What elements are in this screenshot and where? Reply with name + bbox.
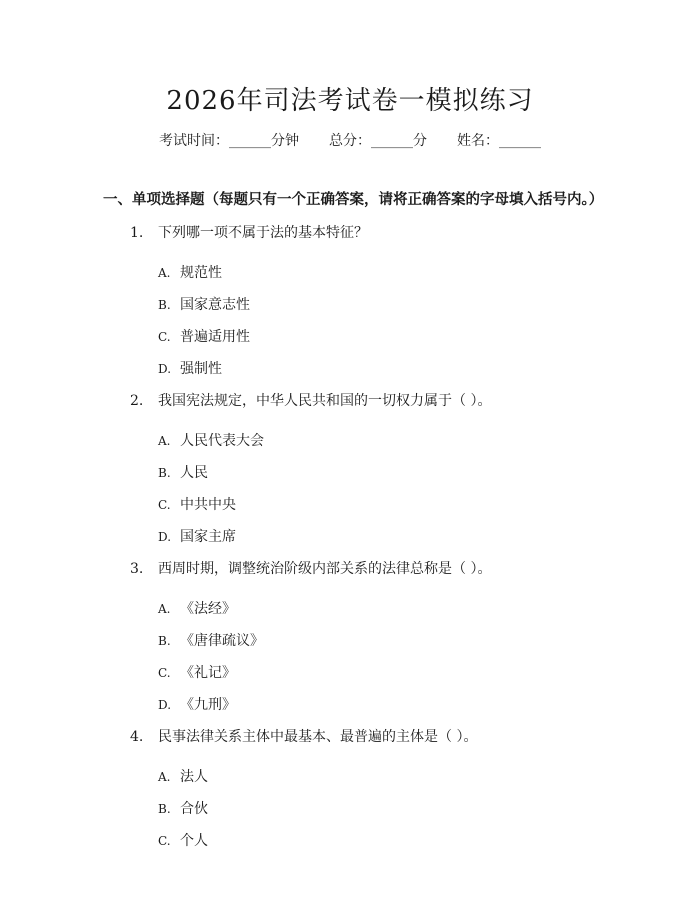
option-letter: D. [158,530,172,544]
question-text: 西周时期，调整统治阶级内部关系的法律总称是（ ）。 [158,561,492,577]
answer-option [0,462,700,494]
option-letter: B. [158,466,171,480]
option-text: 人民代表大会 [180,433,264,449]
option-letter: C. [158,666,171,680]
option-text: 法人 [180,769,208,785]
option-text: 《礼记》 [180,665,236,681]
option-text: 个人 [180,833,208,849]
answer-option [0,494,700,526]
question-stem [0,390,700,422]
time-unit: 分钟 [271,133,299,149]
answer-option [0,294,700,326]
answer-option [0,358,700,390]
name-label: 姓名： [457,133,499,149]
answer-option [0,766,700,798]
option-letter: B. [158,298,171,312]
exam-title: 2026年司法考试卷一模拟练习 [166,86,534,116]
answer-option [0,262,700,294]
question-stem [0,222,700,254]
option-letter: C. [158,834,171,848]
option-text: 强制性 [180,361,222,377]
answer-option [0,830,700,862]
answer-option [0,430,700,462]
option-letter: A. [158,434,171,448]
option-text: 普遍适用性 [180,329,250,345]
option-letter: B. [158,634,171,648]
option-letter: B. [158,802,171,816]
option-letter: D. [158,362,172,376]
option-text: 合伙 [180,801,208,817]
option-text: 《法经》 [180,601,236,617]
question-stem [0,558,700,590]
score-blank: ______ [371,133,413,149]
score-label: 总分： [329,133,371,149]
question-text: 民事法律关系主体中最基本、最普遍的主体是（ ）。 [158,729,478,745]
question-list [0,222,700,862]
time-blank: ______ [229,133,271,149]
option-text: 人民 [180,465,208,481]
question-stem [0,726,700,758]
option-letter: A. [158,602,171,616]
option-text: 《唐律疏议》 [180,633,264,649]
option-letter: C. [158,330,171,344]
question-text: 下列哪一项不属于法的基本特征？ [158,225,368,241]
option-text: 国家主席 [180,529,236,545]
answer-option [0,526,700,558]
exam-meta-line [0,130,700,150]
answer-option [0,630,700,662]
option-letter: A. [158,266,171,280]
name-blank: ______ [499,133,541,149]
option-text: 规范性 [180,265,222,281]
score-unit: 分 [413,133,427,149]
option-text: 中共中央 [180,497,236,513]
question-number: 4. [130,729,144,745]
question-number: 3. [130,561,144,577]
answer-option [0,694,700,726]
answer-option [0,798,700,830]
option-letter: C. [158,498,171,512]
option-text: 《九刑》 [180,697,236,713]
time-label: 考试时间： [159,133,229,149]
option-letter: A. [158,770,171,784]
option-text: 国家意志性 [180,297,250,313]
option-letter: D. [158,698,172,712]
question-number: 2. [130,393,144,409]
answer-option [0,326,700,358]
section-heading: 一、单项选择题（每题只有一个正确答案，请将正确答案的字母填入括号内。） [103,191,604,208]
answer-option [0,662,700,694]
question-text: 我国宪法规定，中华人民共和国的一切权力属于（ ）。 [158,393,492,409]
question-number: 1. [130,225,144,241]
answer-option [0,598,700,630]
